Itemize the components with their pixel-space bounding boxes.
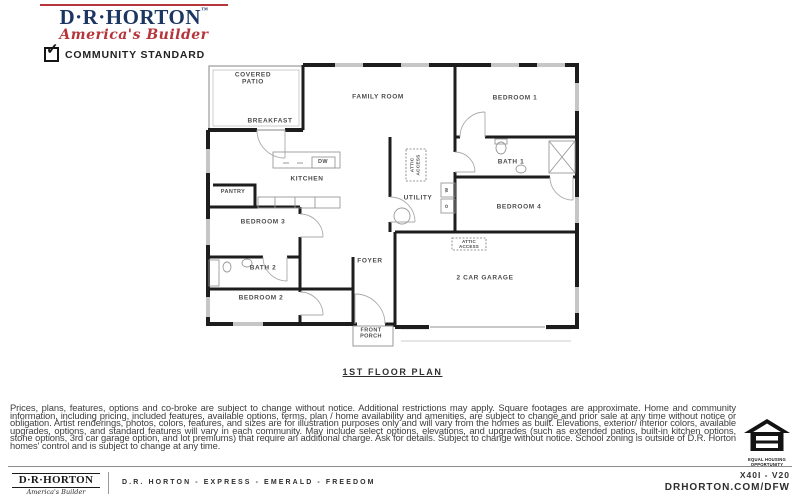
header-logo [36, 4, 232, 62]
footer [0, 470, 800, 498]
room-label-attic-access-garage: ATTIC ACCESS [459, 238, 479, 249]
equal-housing-logo [740, 419, 794, 467]
equal-housing-label-line2: OPPORTUNITY [750, 462, 784, 468]
footer-right [665, 470, 790, 493]
room-label-front-porch: FRONT PORCH [360, 327, 382, 340]
community-standard-label: COMMUNITY STANDARD [65, 48, 206, 61]
room-label-bedroom-4: BEDROOM 4 [496, 203, 542, 211]
logo-wordmark-text: D·R·HORTON [59, 5, 202, 29]
room-label-bedroom-1: BEDROOM 1 [492, 94, 538, 102]
room-label-breakfast: BREAKFAST [247, 117, 293, 125]
room-label-washer: W [445, 187, 451, 193]
trademark-symbol: ™ [201, 6, 209, 14]
logo-wordmark [36, 7, 232, 28]
room-label-dishwasher: DW [318, 158, 328, 165]
plan-code: X40I - V20 [739, 470, 790, 480]
room-label-dryer: D [445, 204, 451, 208]
windows [208, 65, 577, 324]
room-label-family-room: FAMILY ROOM [352, 93, 404, 101]
room-label-attic-access-hall: ATTIC ACCESS [410, 154, 421, 176]
room-label-covered-patio: COVERED PATIO [234, 71, 272, 86]
footer-brands: D.R. HORTON - EXPRESS - EMERALD - FREEDOM [122, 479, 376, 486]
room-label-utility: UTILITY [403, 194, 433, 202]
check-icon: ✓ [46, 41, 59, 59]
room-label-bath-1: BATH 1 [497, 158, 525, 166]
interior-walls [208, 65, 577, 327]
footer-vertical-divider [108, 472, 109, 494]
room-label-garage: 2 CAR GARAGE [456, 274, 514, 282]
footer-logo-wordmark: D·R·HORTON [12, 473, 100, 488]
plan-caption [205, 362, 580, 380]
door-arcs [257, 112, 573, 324]
equal-housing-icon [744, 419, 790, 452]
checkbox-icon [44, 41, 59, 62]
footer-logo-tagline: America's Builder [26, 487, 86, 496]
room-label-bedroom-2: BEDROOM 2 [238, 294, 284, 302]
room-label-kitchen: KITCHEN [290, 175, 324, 183]
plan-caption-text: 1ST FLOOR PLAN [342, 367, 443, 377]
equal-housing-label-line1: EQUAL HOUSING [748, 457, 786, 462]
room-label-bath-2: BATH 2 [249, 264, 277, 272]
room-label-pantry: PANTRY [220, 188, 246, 195]
community-standard [44, 41, 232, 62]
website-url: DRHORTON.COM/DFW [664, 482, 790, 493]
logo-tagline: America's Builder [59, 27, 209, 44]
room-label-foyer: FOYER [357, 257, 383, 265]
floor-plan [205, 57, 580, 352]
disclaimer-text: Prices, plans, features, options and co-broke are subject to change without notice. Additional restrictions may apply. Square footages are approximate. Home and community information, including pricing, included features, available options, terms, plan / home availability and amenities, are subject to change and prior sale at any time without notice or obligation. Artist renderings, photos, colors, features, and sizes are for illustration purposes only and will vary from the homes as built. Elevations, exterior/ interior colors, available upgrades, options, and standard features will vary in each community. May include select options, elevations, and upgrades (such as extended patios, built-in kitchen options, stone options, 3rd car garage option, and lot premiums) that require an additional charge. Ask for details. Subject to change without notice. School zoning is outside of D.R. Horton homes' control and is subject to change at any time. [10, 402, 736, 451]
footer-divider [8, 466, 792, 467]
footer-logo [12, 473, 100, 496]
garage-door [429, 323, 546, 331]
room-label-bedroom-3: BEDROOM 3 [240, 218, 286, 226]
